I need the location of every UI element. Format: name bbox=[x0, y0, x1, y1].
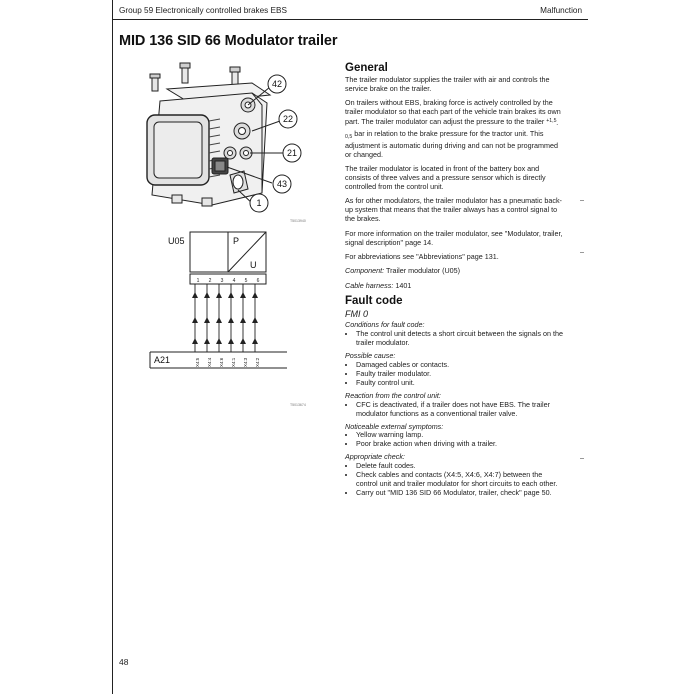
callout-21: 21 bbox=[286, 148, 298, 158]
pin-label: 3 bbox=[220, 278, 224, 284]
conditions-list bbox=[345, 330, 563, 348]
pin-label: 6 bbox=[256, 278, 260, 284]
page-number: 48 bbox=[119, 657, 129, 667]
connector-label: X4:4 bbox=[207, 357, 212, 367]
list-item: • CFC is deactivated, if a trailer does not have EBS. The trailer modulator functions as a conventional trailer valve. bbox=[356, 401, 563, 419]
callout-22: 22 bbox=[282, 114, 294, 124]
running-header-group: Group 59 Electronically controlled brakes EBS bbox=[119, 6, 287, 15]
general-heading: General bbox=[345, 62, 388, 74]
pressure-label: P bbox=[233, 236, 240, 246]
list-item: • Delete fault codes. bbox=[356, 462, 563, 471]
unit-label-u05: U05 bbox=[168, 236, 185, 246]
wiring-schematic bbox=[112, 228, 342, 410]
general-para-2: On trailers without EBS, braking force is actively controlled by the trailer modulator so that each part of the vehicle train brakes its own part. The trailer modulator can adjust the pressure to the trailer $^{+1,5}_{-0,5}$ bar in relation to the brake pressure for the tractor unit. This adjustment is automatic during driving and can not be programmed or changed. bbox=[345, 98, 561, 159]
modulator-illustration bbox=[112, 55, 342, 230]
list-item: • Carry out "MID 136 SID 66 Modulator, trailer, check" page 50. bbox=[356, 489, 563, 498]
list-item: • Yellow warning lamp. bbox=[356, 431, 563, 440]
edge-tick bbox=[580, 200, 584, 201]
unit-label-a21: A21 bbox=[154, 355, 171, 365]
callout-42: 42 bbox=[271, 79, 283, 89]
list-item: • Faulty control unit. bbox=[356, 379, 563, 388]
list-item: • Faulty trailer modulator. bbox=[356, 370, 563, 379]
possible-cause-list bbox=[345, 361, 563, 388]
symptoms-list bbox=[345, 431, 563, 449]
figure-ref-top: T5013940 bbox=[290, 219, 306, 223]
callout-43: 43 bbox=[276, 179, 288, 189]
callout-1: 1 bbox=[256, 198, 262, 208]
fault-code-heading: Fault code bbox=[345, 294, 403, 307]
pressure-range-bottom: -0,5 bbox=[345, 122, 559, 140]
connector-label: X4:3 bbox=[243, 357, 248, 367]
list-item: • The control unit detects a short circuit between the signals on the trailer modulator. bbox=[356, 330, 563, 348]
header-rule bbox=[112, 19, 588, 20]
edge-tick bbox=[580, 252, 584, 253]
pin-label: 1 bbox=[196, 278, 200, 284]
content-column bbox=[345, 64, 563, 502]
pin-label: 4 bbox=[232, 278, 236, 284]
general-para-6: For abbreviations see "Abbreviations" page 131. bbox=[345, 251, 499, 261]
voltage-label: U bbox=[250, 260, 257, 270]
conditions-heading: Conditions for fault code: bbox=[345, 320, 425, 330]
general-para-3: The trailer modulator is located in front of the battery box and consists of three valves and a pressure sensor which is directly controlled from the control unit. bbox=[345, 164, 546, 191]
connector-label: X4:2 bbox=[255, 357, 260, 367]
pin-label: 5 bbox=[244, 278, 248, 284]
check-heading: Appropriate check: bbox=[345, 452, 405, 462]
general-para-1: The trailer modulator supplies the trailer with air and controls the service brake on the trailer. bbox=[345, 74, 550, 93]
harness-line: Cable harness: 1401 bbox=[345, 280, 412, 290]
fmi-heading: FMI 0 bbox=[345, 308, 369, 319]
connector-label: X4:6 bbox=[219, 357, 224, 367]
reaction-list bbox=[345, 401, 563, 419]
connector-label: X4:1 bbox=[231, 357, 236, 367]
reaction-heading: Reaction from the control unit: bbox=[345, 390, 441, 400]
list-item: • Check cables and contacts (X4:5, X4:6, X4:7) between the control unit and trailer modulator for short circuits to each other. bbox=[356, 471, 563, 489]
page-title: MID 136 SID 66 Modulator trailer bbox=[119, 33, 338, 49]
list-item: • Poor brake action when driving with a trailer. bbox=[356, 440, 563, 449]
general-para-5: For more information on the trailer modulator, see "Modulator, trailer, signal description" page 14. bbox=[345, 228, 563, 247]
symptoms-heading: Noticeable external symptoms: bbox=[345, 421, 444, 431]
check-list bbox=[345, 462, 563, 498]
pressure-range-top: +1,5 bbox=[546, 118, 557, 125]
component-line: Component: Trailer modulator (U05) bbox=[345, 266, 461, 276]
possible-cause-heading: Possible cause: bbox=[345, 351, 396, 361]
figure-ref-bottom: T5013674 bbox=[290, 403, 306, 407]
connector-label: X4:5 bbox=[195, 357, 200, 367]
running-header-section: Malfunction bbox=[540, 6, 582, 15]
list-item: • Damaged cables or contacts. bbox=[356, 361, 563, 370]
edge-tick bbox=[580, 458, 584, 459]
general-para-4: As for other modulators, the trailer modulator has a pneumatic back-up system that means that the trailer always has a control signal to the brakes. bbox=[345, 196, 562, 224]
pin-label: 2 bbox=[208, 278, 212, 284]
